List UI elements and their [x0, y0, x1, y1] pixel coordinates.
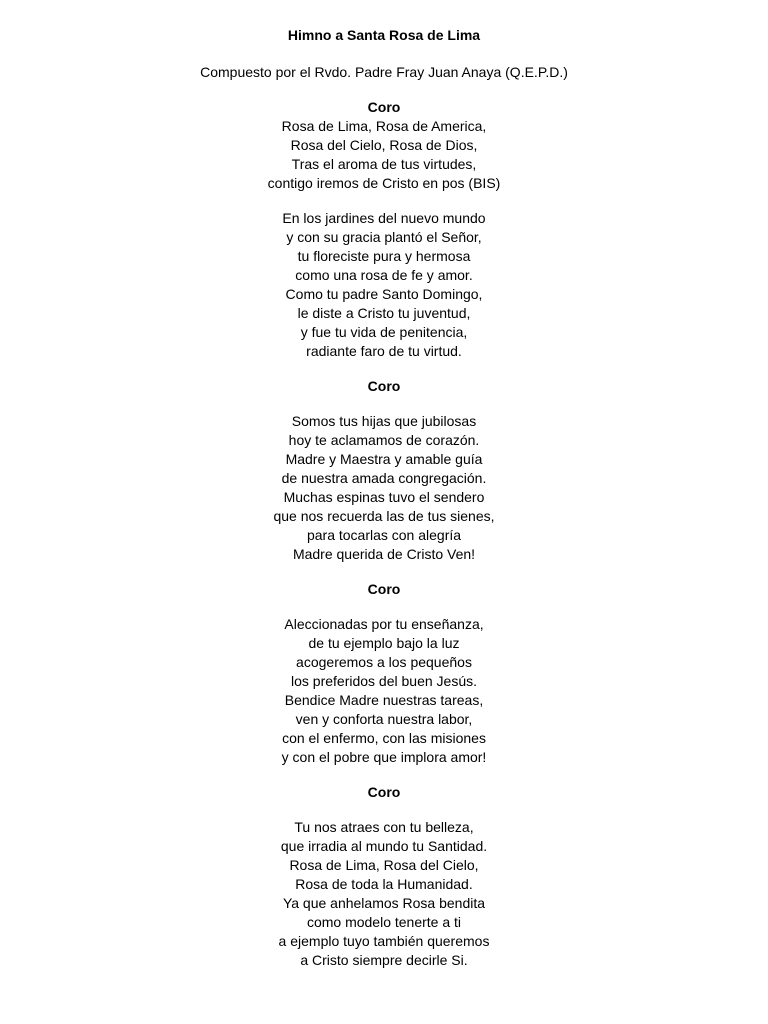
stanza-line: Bendice Madre nuestras tareas, [284, 692, 484, 708]
stanza-2 [0, 412, 768, 564]
stanza-line: Aleccionadas por tu enseñanza, [284, 616, 484, 632]
stanza-line: Como tu padre Santo Domingo, [285, 286, 483, 302]
stanza-line: de tu ejemplo bajo la luz [308, 635, 460, 651]
coro-line: Tras el aroma de tus virtudes, [291, 156, 477, 172]
stanza-line: Rosa de toda la Humanidad. [295, 876, 473, 892]
stanza-line: como una rosa de fe y amor. [295, 267, 473, 283]
document-page [0, 26, 768, 970]
stanza-line: y con el pobre que implora amor! [281, 749, 487, 765]
stanza-line: para tocarlas con alegría [306, 527, 462, 543]
coro-label: Coro [367, 581, 401, 597]
stanza-line: ven y conforta nuestra labor, [295, 711, 473, 727]
coro-line: Rosa del Cielo, Rosa de Dios, [290, 137, 478, 153]
document-title: Himno a Santa Rosa de Lima [287, 27, 481, 43]
coro-label: Coro [367, 784, 401, 800]
stanza-line: que irradia al mundo tu Santidad. [280, 838, 488, 854]
stanza-line: Madre querida de Cristo Ven! [292, 546, 476, 562]
stanza-line: y con su gracia plantó el Señor, [286, 229, 482, 245]
stanza-line: radiante faro de tu virtud. [306, 343, 462, 359]
coro-line: Rosa de Lima, Rosa de America, [281, 118, 487, 134]
stanza-line: Ya que anhelamos Rosa bendita [282, 895, 486, 911]
document-subtitle: Compuesto por el Rvdo. Padre Fray Juan Anaya (Q.E.P.D.) [200, 64, 568, 80]
stanza-line: como modelo tenerte a ti [306, 914, 462, 930]
stanza-line: que nos recuerda las de tus sienes, [273, 508, 495, 524]
coro-line: contigo iremos de Cristo en pos (BIS) [267, 175, 501, 191]
stanza-line: los preferidos del buen Jesús. [291, 673, 477, 689]
stanza-line: Tu nos atraes con tu belleza, [294, 819, 474, 835]
stanza-line: hoy te aclamamos de corazón. [288, 432, 480, 448]
stanza-line: Muchas espinas tuvo el sendero [283, 489, 485, 505]
stanza-line: y fue tu vida de penitencia, [300, 324, 468, 340]
stanza-line: tu floreciste pura y hermosa [297, 248, 471, 264]
stanza-line: Rosa de Lima, Rosa del Cielo, [289, 857, 479, 873]
coro-label: Coro [367, 378, 401, 394]
stanza-line: En los jardines del nuevo mundo [282, 210, 486, 226]
coro-heading: Coro [367, 99, 401, 115]
stanza-line: de nuestra amada congregación. [281, 470, 487, 486]
stanza-4 [0, 818, 768, 970]
stanza-line: le diste a Cristo tu juventud, [297, 305, 471, 321]
stanza-line: Madre y Maestra y amable guía [285, 451, 483, 467]
stanza-line: a Cristo siempre decirle Si. [300, 952, 468, 968]
stanza-1 [0, 209, 768, 361]
coro-stanza [0, 98, 768, 193]
stanza-line: a ejemplo tuyo también queremos [278, 933, 490, 949]
stanza-line: acogeremos a los pequeños [296, 654, 472, 670]
stanza-line: con el enfermo, con las misiones [282, 730, 486, 746]
stanza-3 [0, 615, 768, 767]
stanza-line: Somos tus hijas que jubilosas [291, 413, 477, 429]
